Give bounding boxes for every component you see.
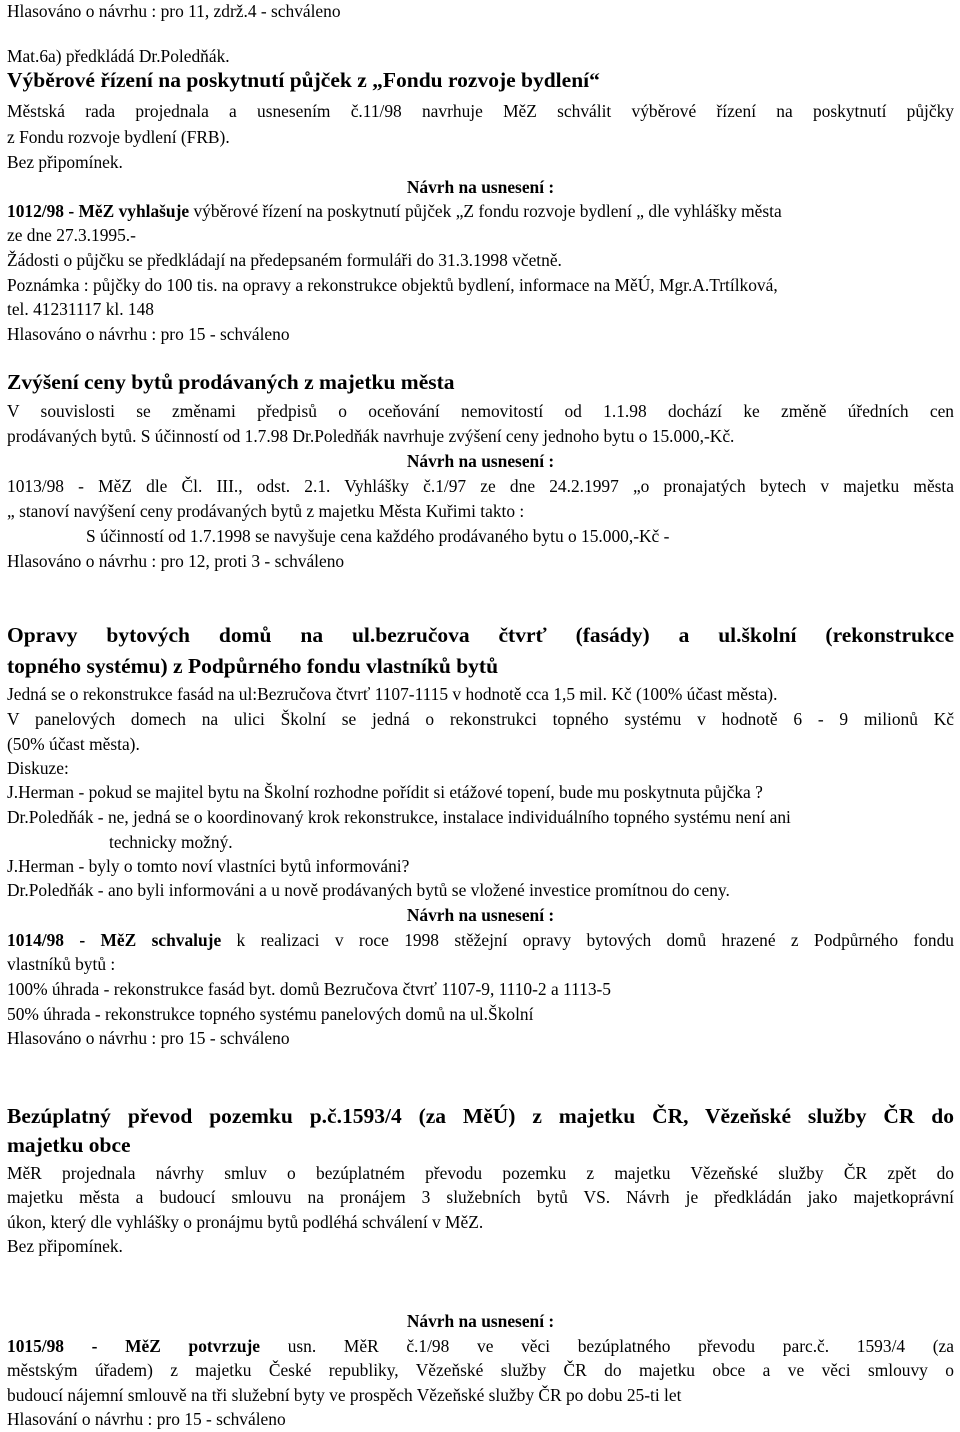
paragraph-line: Bez připomínek.: [7, 152, 123, 172]
material-intro: Mat.6a) předkládá Dr.Poledňák.: [7, 46, 230, 66]
resolution-text: k realizaci v roce 1998 stěžejní opravy bytových domů hrazené z Podpůrného fondu: [221, 930, 954, 950]
resolution-line: městským úřadem) z majetku České republiky, Vězeňské služby ČR do majetku obce a ve věci smlouvy o: [7, 1360, 954, 1380]
resolution-line: ze dne 27.3.1995.-: [7, 225, 136, 245]
paragraph-line: (50% účast města).: [7, 734, 140, 754]
note-line: tel. 41231117 kl. 148: [7, 299, 155, 319]
resolution-line: „ stanoví navýšení ceny prodávaných bytů z majetku Města Kuřimi takto :: [7, 501, 525, 521]
paragraph-line: z Fondu rozvoje bydlení (FRB).: [7, 127, 230, 147]
resolution-text: usn. MěR č.1/98 ve věci bezúplatného převodu parc.č. 1593/4 (za: [260, 1336, 954, 1356]
resolution-line: budoucí nájemní smlouvě na tři služební byty ve prospěch Vězeňské služby ČR po dobu 25-ti let: [7, 1385, 682, 1405]
discussion-line: J.Herman - pokud se majitel bytu na Školní rozhodne pořídit si etážové topení, bude mu poskytnuta půjčka ?: [7, 782, 763, 802]
resolution-line: 1013/98 - MěZ dle Čl. III., odst. 2.1. Vyhlášky č.1/97 ze dne 24.2.1997 „o pronajatých bytech v majetku města: [7, 476, 954, 496]
resolution-line: 50% úhrada - rekonstrukce topného systému panelových domů na ul.Školní: [7, 1004, 534, 1024]
vote-result-line: Hlasováno o návrhu : pro 11, zdrž.4 - schváleno: [7, 1, 341, 21]
resolution-heading: Návrh na usnesení :: [406, 1311, 555, 1331]
resolution-line: [7, 200, 954, 222]
paragraph-line: Městská rada projednala a usnesením č.11/98 navrhuje MěZ schválit výběrové řízení na poskytnutí půjčky: [7, 101, 954, 121]
resolution-text: výběrové řízení na poskytnutí půjček „Z fondu rozvoje bydlení „ dle vyhlášky města: [189, 201, 782, 221]
resolution-line: S účinností od 1.7.1998 se navyšuje cena každého prodávaného bytu o 15.000,-Kč -: [86, 526, 670, 546]
paragraph-line: V panelových domech na ulici Školní se jedná o rekonstrukci topného systému v hodnotě 6 - 9 milionů Kč: [7, 709, 954, 729]
discussion-line: technicky možný.: [109, 832, 233, 852]
note-line: Poznámka : půjčky do 100 tis. na opravy a rekonstrukce objektů bydlení, informace na MěÚ, Mgr.A.Trtílková,: [7, 275, 778, 295]
paragraph-line: prodávaných bytů. S účinností od 1.7.98 Dr.Poledňák navrhuje zvýšení ceny jednoho bytu o 15.000,-Kč.: [7, 426, 735, 446]
resolution-line: [7, 929, 954, 951]
paragraph-line: úkon, který dle vyhlášky o pronájmu bytů podléhá schválení v MěZ.: [7, 1212, 484, 1232]
resolution-heading: Návrh na usnesení :: [406, 451, 555, 471]
resolution-heading: Návrh na usnesení :: [406, 905, 555, 925]
vote-result-line: Hlasováno o návrhu : pro 12, proti 3 - schváleno: [7, 551, 345, 571]
paragraph-line: MěR projednala návrhy smluv o bezúplatném převodu pozemku z majetku Vězeňské služby ČR zpět do: [7, 1163, 954, 1183]
discussion-line: Dr.Poledňák - ne, jedná se o koordinovaný krok rekonstrukce, instalace individuálního topného systému není ani: [7, 807, 791, 827]
resolution-heading: Návrh na usnesení :: [406, 177, 555, 197]
section-heading: topného systému) z Podpůrného fondu vlastníků bytů: [7, 654, 499, 678]
section-heading: Bezúplatný převod pozemku p.č.1593/4 (za MěÚ) z majetku ČR, Vězeňské služby ČR do: [7, 1104, 954, 1128]
vote-result-line: Hlasováno o návrhu : pro 15 - schváleno: [7, 1028, 290, 1048]
vote-result-line: Hlasováno o návrhu : pro 15 - schváleno: [7, 324, 290, 344]
section-heading: majetku obce: [7, 1133, 131, 1157]
discussion-line: Dr.Poledňák - ano byli informováni a u nově prodávaných bytů se vložené investice promítnou do ceny.: [7, 880, 730, 900]
paragraph-line: V souvislosti se změnami předpisů o oceňování nemovitostí od 1.1.98 dochází ke změně úředních cen: [7, 401, 954, 421]
discussion-label: Diskuze:: [7, 758, 69, 778]
paragraph-line: Jedná se o rekonstrukce fasád na ul:Bezručova čtvrť 1107-1115 v hodnotě cca 1,5 mil. Kč (100% účast města).: [7, 684, 778, 704]
section-heading: Zvýšení ceny bytů prodávaných z majetku města: [7, 370, 455, 394]
resolution-line: vlastníků bytů :: [7, 954, 116, 974]
resolution-number: 1012/98 - MěZ vyhlašuje: [7, 201, 190, 221]
resolution-line: Žádosti o půjčku se předkládají na předepsaném formuláři do 31.3.1998 včetně.: [7, 250, 562, 270]
paragraph-line: Bez připomínek.: [7, 1236, 123, 1256]
discussion-line: J.Herman - byly o tomto noví vlastníci bytů informováni?: [7, 856, 410, 876]
vote-result-line: Hlasování o návrhu : pro 15 - schváleno: [7, 1409, 286, 1429]
paragraph-line: majetku města a budoucí smlouvu na pronájem 3 služebních bytů VS. Návrh je předkládán jako majetkoprávní: [7, 1187, 954, 1207]
resolution-line: 100% úhrada - rekonstrukce fasád byt. domů Bezručova čtvrť 1107-9, 1110-2 a 1113-5: [7, 979, 611, 999]
resolution-number: 1014/98 - MěZ schvaluje: [7, 930, 222, 950]
resolution-line: [7, 1335, 954, 1357]
section-heading: Výběrové řízení na poskytnutí půjček z „Fondu rozvoje bydlení“: [7, 68, 600, 92]
section-heading: Opravy bytových domů na ul.bezručova čtvrť (fasády) a ul.školní (rekonstrukce: [7, 623, 954, 647]
resolution-number: 1015/98 - MěZ potvrzuje: [7, 1336, 261, 1356]
